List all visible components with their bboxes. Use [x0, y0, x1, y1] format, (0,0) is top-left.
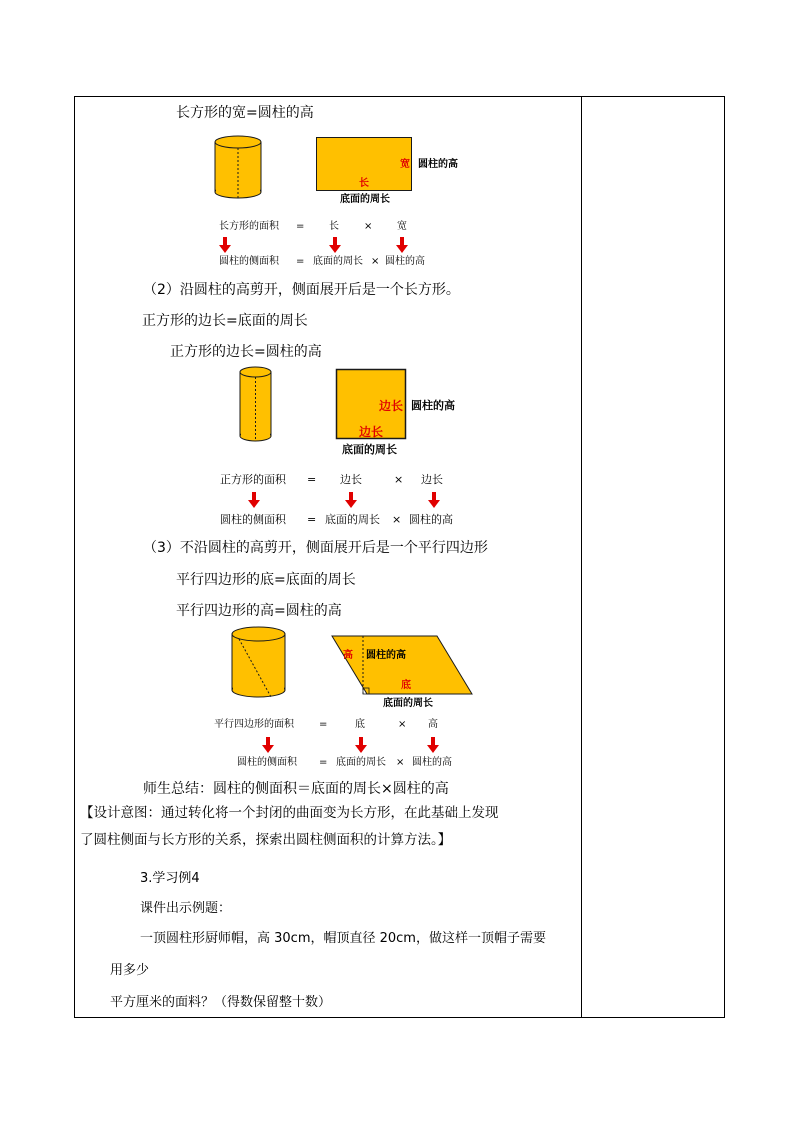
down-arrow-icon — [345, 492, 357, 508]
formula-term: 圆柱的侧面积 — [220, 513, 286, 526]
design-intent-line1: 【设计意图：通过转化将一个封闭的曲面变为长方形，在此基础上发现 — [80, 805, 499, 821]
formula-term: = — [319, 757, 328, 768]
formula-term: 宽 — [397, 221, 407, 232]
formula-term: = — [307, 473, 317, 486]
formula-term: = — [296, 256, 305, 267]
formula-term: 底 — [355, 719, 365, 730]
formula-term: = — [307, 513, 317, 526]
rect-length-label: 长 — [359, 178, 369, 189]
formula-term: 圆柱的侧面积 — [237, 757, 297, 768]
down-arrow-icon — [428, 492, 440, 508]
cylinder-figure-3 — [231, 626, 287, 698]
part2-intro: （2）沿圆柱的高剪开，侧面展开后是一个长方形。 — [143, 282, 460, 298]
formula-term: 平行四边形的面积 — [214, 719, 294, 730]
cylinder-figure-1 — [214, 134, 264, 198]
formula-term: 圆柱的高 — [385, 256, 425, 267]
example-heading: 3.学习例4 — [140, 871, 200, 886]
formula-term: 高 — [428, 719, 438, 730]
formula-term: 底面的周长 — [313, 256, 363, 267]
formula-term: 边长 — [340, 473, 362, 486]
part3-intro: （3）不沿圆柱的高剪开，侧面展开后是一个平行四边形 — [143, 540, 488, 556]
formula-term: × — [392, 513, 402, 526]
example-intro: 课件出示例题： — [140, 901, 232, 916]
para-bottom-label: 底面的周长 — [383, 698, 433, 709]
example-line3: 平方厘米的面料？（得数保留整十数） — [110, 995, 332, 1010]
formula-term: × — [398, 719, 407, 730]
formula-term: 边长 — [421, 473, 443, 486]
formula-term: × — [364, 221, 373, 232]
down-arrow-icon — [329, 237, 341, 253]
part1-heading: 长方形的宽=圆柱的高 — [176, 105, 314, 121]
down-arrow-icon — [248, 492, 260, 508]
square-side-label: 边长 — [379, 399, 404, 413]
example-line2: 用多少 — [110, 963, 150, 978]
formula-term: × — [394, 473, 404, 486]
para-height-label: 高 — [343, 650, 353, 661]
cylinder-figure-2 — [239, 366, 273, 440]
formula-term: 圆柱的侧面积 — [219, 256, 279, 267]
formula-term: = — [319, 719, 328, 730]
down-arrow-icon — [355, 737, 367, 753]
formula-term: 长 — [329, 221, 339, 232]
down-arrow-icon — [427, 737, 439, 753]
rect-bottom-label: 底面的周长 — [340, 194, 390, 205]
part2-line2: 正方形的边长=圆柱的高 — [170, 344, 322, 360]
formula-term: 圆柱的高 — [412, 757, 452, 768]
square-bottom-side-label: 边长 — [359, 425, 384, 439]
part2-line1: 正方形的边长=底面的周长 — [142, 313, 308, 329]
example-line1: 一顶圆柱形厨师帽，高 30cm，帽顶直径 20cm，做这样一顶帽子需要 — [140, 931, 546, 946]
formula-term: 底面的周长 — [325, 513, 380, 526]
formula-term: 正方形的面积 — [220, 473, 286, 486]
rect-width-label: 宽 — [400, 159, 410, 170]
column-divider — [581, 97, 582, 1017]
formula-term: 圆柱的高 — [409, 513, 453, 526]
para-base-label: 底 — [401, 680, 411, 691]
formula-term: 长方形的面积 — [219, 221, 279, 232]
part3-line1: 平行四边形的底=底面的周长 — [176, 572, 356, 588]
summary-text: 师生总结：圆柱的侧面积＝底面的周长×圆柱的高 — [143, 781, 449, 797]
rect-height-label: 圆柱的高 — [418, 159, 458, 170]
formula-term: = — [296, 221, 305, 232]
formula-term: × — [371, 256, 380, 267]
formula-term: × — [396, 757, 405, 768]
down-arrow-icon — [396, 237, 408, 253]
formula-term: 底面的周长 — [336, 757, 386, 768]
part3-line2: 平行四边形的高=圆柱的高 — [176, 603, 342, 619]
down-arrow-icon — [262, 737, 274, 753]
square-height-label: 圆柱的高 — [411, 399, 455, 412]
para-height-desc: 圆柱的高 — [366, 650, 406, 661]
design-intent-line2: 了圆柱侧面与长方形的关系，探索出圆柱侧面积的计算方法。】 — [80, 832, 452, 848]
down-arrow-icon — [219, 237, 231, 253]
square-bottom-label: 底面的周长 — [342, 443, 397, 456]
